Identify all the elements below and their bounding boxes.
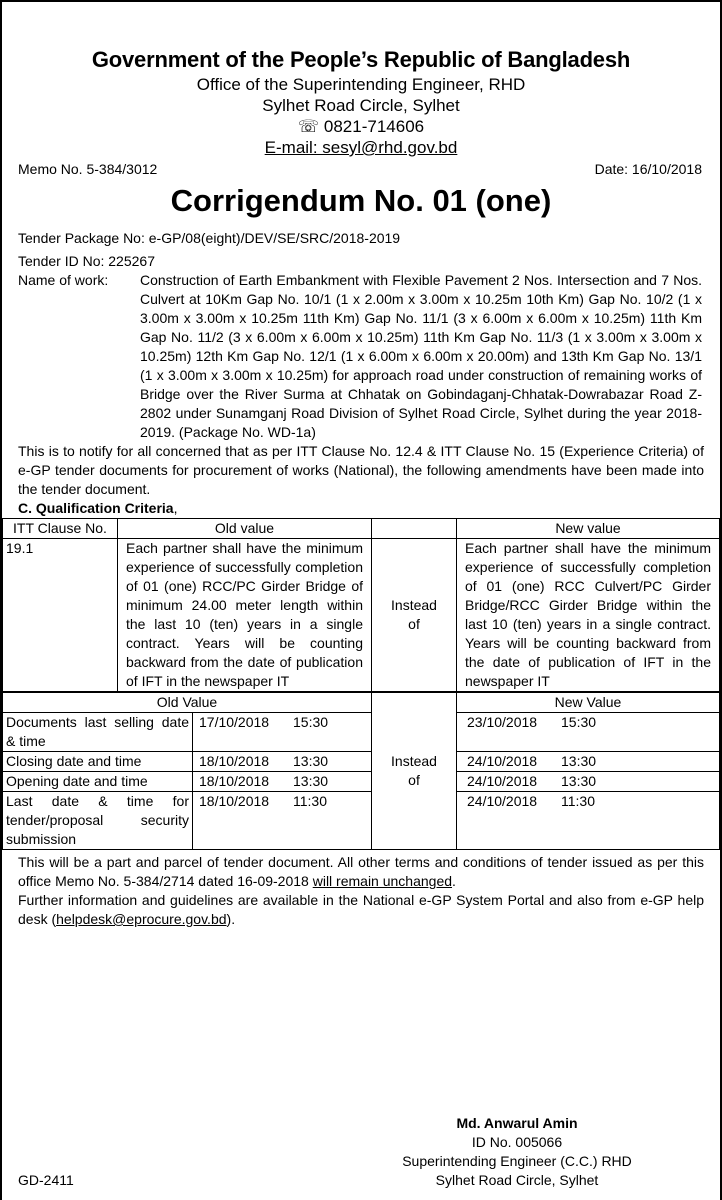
phone-icon: ☏ — [297, 117, 320, 136]
footer-p1-text: This will be a part and parcel of tender document. All other terms and conditions of tender issued as per this office Memo No. 5-384/2714 dated 16-09-2018 — [18, 854, 704, 889]
new-time: 15:30 — [561, 714, 597, 730]
work-label: Name of work: — [18, 272, 109, 288]
dates-row-security — [3, 792, 720, 850]
old-datetime — [193, 792, 372, 850]
email-link[interactable]: E-mail: sesyl@rhd.gov.bd — [264, 138, 458, 157]
email-line — [2, 137, 720, 158]
work-description: Construction of Earth Embankment with Flexible Pavement 2 Nos. Intersection and 7 Nos. Culvert at 10Km Gap No. 10/1 (1 x 2.00m x 3.00m x 10.25m 10th Km) Gap No. 10/2 (1 x 3.00m x 3.00m x 10.25m 11th Km) Gap No. 11/1 (3 x 6.00m x 6.00m x 10.25m) 11th Km Gap No. 11/2 (3 x 6.00m x 6.00m x 10.25m) 11th Km Gap No. 11/3 (1 x 3.00m x 3.00m x 10.25m) 12th Km Gap No. 12/1 (1 x 6.00m x 6.00m x 20.00m) and 13th Km Gap No. 13/1 (1 x 3.00m x 3.00m x 10.25m) for approach road under construction of remaining works of Bridge over the River Surma at Chhatak on Gobindaganj-Chhatak-Dowrabazar Road Z-2802 under Sunamganj Road Division of Sylhet Road Circle, Sylhet during the year 2018-2019. (Package No. WD-1a) — [140, 272, 702, 440]
gd-number: GD-2411 — [18, 1172, 74, 1188]
new-date: 24/10/2018 — [467, 793, 538, 809]
row-label: Documents last selling date & time — [3, 713, 193, 752]
new-date: 24/10/2018 — [467, 773, 538, 789]
phone-line — [2, 116, 720, 137]
section-heading — [2, 499, 720, 518]
row-label: Closing date and time — [3, 752, 193, 772]
new-criteria-text: Each partner shall have the minimum experience of successfully completion of 01 (one) RCC Culvert/PC Girder Bridge/RCC Girder Bridge within the last 10 (ten) years in a single contract. Years will be counting backward from the date of publication of IFT in the newspaper IT — [457, 539, 720, 692]
footer-paragraph-1 — [2, 853, 720, 891]
memo-number: Memo No. 5-384/3012 — [18, 161, 158, 177]
criteria-table-wrap — [2, 518, 720, 850]
new-time: 11:30 — [561, 793, 595, 809]
criteria-row — [3, 539, 720, 692]
dates-row-closing — [3, 752, 720, 772]
new-datetime — [457, 772, 720, 792]
old-datetime — [193, 713, 372, 752]
col-spacer — [372, 519, 457, 539]
new-date: 23/10/2018 — [467, 714, 538, 730]
col-old-value: Old value — [118, 519, 372, 539]
memo-row — [2, 160, 720, 179]
signatory-name: Md. Anwarul Amin — [456, 1115, 578, 1131]
name-of-work — [2, 271, 720, 442]
old-date: 18/10/2018 — [199, 793, 270, 809]
notice-paragraph: This is to notify for all concerned that as per ITT Clause No. 12.4 & ITT Clause No. 15 (Experience Criteria) of e-GP tender documents for procurement of works (National), the following amendments have been made into the tender document. — [18, 443, 704, 497]
dates-row-selling — [3, 713, 720, 752]
old-time: 11:30 — [293, 793, 327, 809]
signatory-designation: Superintending Engineer (C.C.) RHD — [402, 1153, 632, 1169]
signature-block — [388, 1114, 646, 1190]
row-label: Last date & time for tender/proposal security submission — [3, 792, 193, 850]
circle-name: Sylhet Road Circle, Sylhet — [262, 96, 460, 115]
old-datetime — [193, 772, 372, 792]
helpdesk-email-link[interactable]: helpdesk@eprocure.gov.bd — [56, 911, 227, 927]
row-label: Opening date and time — [3, 772, 193, 792]
section-heading-comma: , — [173, 500, 178, 516]
signatory-id: ID No. 005066 — [471, 1134, 563, 1150]
footer-p2-text: Further information and guidelines are available in the National e-GP System Portal and also from e-GP help desk ( — [18, 892, 704, 927]
instead-of-label: Instead of — [372, 539, 457, 692]
new-time: 13:30 — [561, 753, 597, 769]
govt-title: Government of the People’s Republic of Bangladesh — [91, 47, 631, 72]
criteria-table — [2, 518, 720, 692]
footer-p1-underlined: will remain unchanged — [312, 873, 453, 889]
footer-paragraph-2 — [2, 891, 720, 929]
col-new-value: New value — [457, 519, 720, 539]
new-time: 13:30 — [561, 773, 597, 789]
col-itt-clause: ITT Clause No. — [3, 519, 118, 539]
footer-p1-end: . — [452, 873, 456, 889]
dates-header-row — [3, 693, 720, 713]
old-value-header: Old Value — [3, 693, 372, 713]
dates-row-opening — [3, 772, 720, 792]
phone-number: 0821-714606 — [323, 117, 425, 136]
new-datetime — [457, 792, 720, 850]
corrigendum-title: Corrigendum No. 01 (one) — [170, 183, 552, 218]
office-name: Office of the Superintending Engineer, RHD — [196, 75, 526, 94]
new-datetime — [457, 713, 720, 752]
itt-clause-value: 19.1 — [3, 539, 118, 692]
old-criteria-text: Each partner shall have the minimum experience of successfully completion of 01 (one) RCC/PC Girder Bridge of minimum 24.00 meter length within the last 10 (ten) years in a single contract. Years will be counting backward from the date of publication of IFT in the newspaper IT — [118, 539, 372, 692]
footer-p2-end: ). — [226, 911, 236, 927]
old-time: 13:30 — [293, 753, 329, 769]
section-heading-text: C. Qualification Criteria — [18, 500, 174, 516]
memo-date: Date: 16/10/2018 — [594, 161, 702, 177]
old-datetime — [193, 752, 372, 772]
dates-instead-of: Instead of — [372, 693, 457, 850]
tender-package: Tender Package No: e-GP/08(eight)/DEV/SE/SRC/2018-2019 — [18, 230, 401, 246]
new-date: 24/10/2018 — [467, 753, 538, 769]
old-time: 13:30 — [293, 773, 329, 789]
old-date: 17/10/2018 — [199, 714, 270, 730]
dates-table — [2, 692, 720, 850]
old-time: 15:30 — [293, 714, 329, 730]
new-datetime — [457, 752, 720, 772]
criteria-header-row — [3, 519, 720, 539]
tender-id: Tender ID No: 225267 — [18, 253, 155, 269]
old-date: 18/10/2018 — [199, 753, 270, 769]
signatory-office: Sylhet Road Circle, Sylhet — [435, 1172, 599, 1188]
old-date: 18/10/2018 — [199, 773, 270, 789]
new-value-header: New Value — [457, 693, 720, 713]
